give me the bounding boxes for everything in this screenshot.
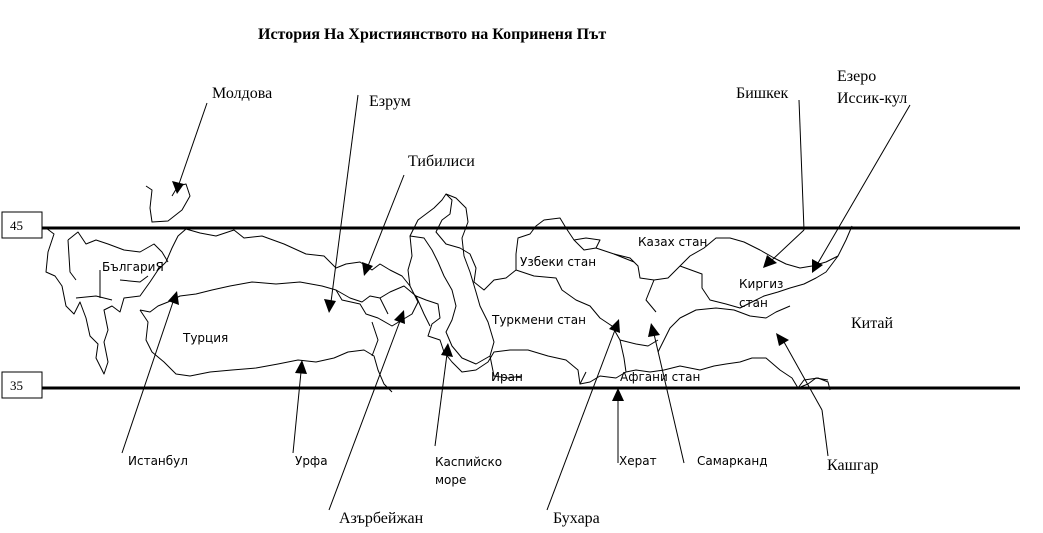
turkey-south-coast <box>140 282 828 388</box>
label-bulgaria: БългариЯ <box>102 260 164 274</box>
latitude-45-label: 45 <box>10 218 23 233</box>
label-herat: Херат <box>619 454 657 468</box>
label-erzurum: Езрум <box>369 93 411 110</box>
arrow-kashgar <box>776 333 789 346</box>
arrow-samarkand <box>648 323 660 337</box>
label-bukhara: Бухара <box>553 510 600 527</box>
arrow-bukhara <box>609 319 620 333</box>
country-borders <box>46 184 852 392</box>
label-caspian-2: море <box>435 473 467 487</box>
arrow-issyk-kul <box>812 259 823 273</box>
label-kashgar: Кашгар <box>827 457 879 474</box>
latitude-35-label: 35 <box>10 378 23 393</box>
map-title: История На Християнството на Коприненя Път <box>258 26 607 43</box>
arrow-erzurum <box>324 299 336 313</box>
label-turkey: Турция <box>183 331 229 345</box>
label-kazakhstan: Казах стан <box>638 235 708 249</box>
caspian-sea-outline <box>410 194 494 364</box>
label-uzbekistan: Узбеки стан <box>520 255 597 269</box>
place-arrows <box>122 95 910 510</box>
turkey-north-coast <box>186 194 852 290</box>
label-kyrgyzstan-2: стан <box>739 296 768 310</box>
label-iran: Иран <box>491 370 523 384</box>
turkey-west-coast <box>140 310 392 392</box>
label-moldova: Молдова <box>212 85 273 102</box>
arrow-azerbaijan <box>394 310 405 324</box>
label-azerbaijan: Азърбейжан <box>339 510 424 527</box>
label-tbilisi: Тибилиси <box>408 153 475 170</box>
arrow-urfa <box>295 360 307 374</box>
label-china: Китай <box>851 315 894 332</box>
arrow-herat <box>612 388 624 401</box>
label-istanbul: Истанбул <box>128 454 188 468</box>
label-afghanistan: Афгани стан <box>620 370 701 384</box>
moldova-outline <box>146 184 190 222</box>
balkans-outline <box>46 228 186 374</box>
label-kyrgyzstan-1: Киргиз <box>739 277 784 291</box>
label-urfa: Урфа <box>295 454 328 468</box>
label-samarkand: Самарканд <box>697 454 768 468</box>
label-bishkek: Бишкек <box>736 85 789 102</box>
label-turkmenistan: Туркмени стан <box>492 313 586 327</box>
label-lake-1: Езеро <box>837 68 877 85</box>
label-lake-2: Иссик-кул <box>837 90 908 107</box>
label-caspian-1: Каспийско <box>435 455 503 469</box>
arrow-istanbul <box>168 291 179 305</box>
